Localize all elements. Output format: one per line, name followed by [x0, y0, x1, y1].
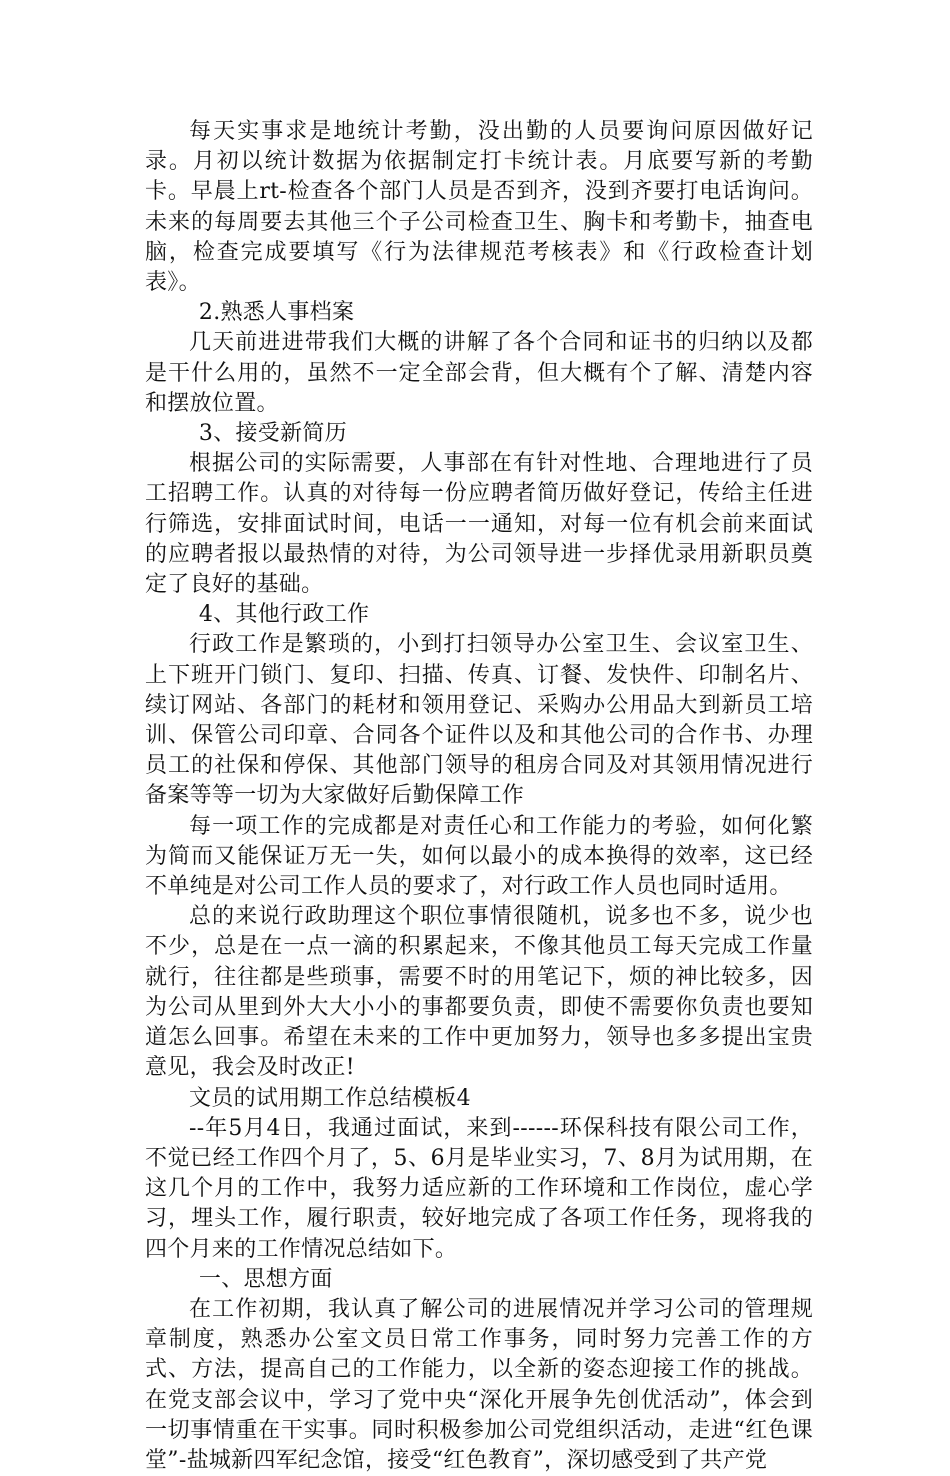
paragraph-intro: --年5月4日，我通过面试，来到------环保科技有限公司工作，不觉已经工作四个月了，5、6月是毕业实习，7、8月为试用期，在这几个月的工作中，我努力适应新的工作环境和工作岗位，虚心学习，埋头工作，履行职责，较好地完成了各项工作任务，现将我的四个月来的工作情况总结如下。 [145, 1115, 813, 1262]
paragraph-personnel-files: 几天前进进带我们大概的讲解了各个合同和证书的归纳以及都是干什么用的，虽然不一定全部会背，但大概有个了解、清楚内容和摆放位置。 [145, 330, 813, 416]
heading-other-admin-work: 4、其他行政工作 [198, 602, 370, 628]
section-title-template-4: 文员的试用期工作总结模板4 [189, 1085, 471, 1111]
heading-new-resumes: 3、接受新简历 [198, 421, 347, 447]
paragraph-summary: 总的来说行政助理这个职位事情很随机，说多也不多，说少也不少，总是在一点一滴的积累起来，不像其他员工每天完成工作量就行，往往都是些琐事，需要不时的用笔记下，烦的神比较多，因为公司从里到外大大小小的事都要负责，即使不需要你负责也要知道怎么回事。希望在未来的工作中更加努力，领导也多多提出宝贵意见，我会及时改正! [145, 904, 813, 1081]
paragraph-ideology: 在工作初期，我认真了解公司的进展情况并学习公司的管理规章制度，熟悉办公室文员日常工作事务，同时努力完善工作的方式、方法，提高自己的工作能力，以全新的姿态迎接工作的挑战。在党支部会议中，学习了党中央“深化开展争先创优活动”，体会到一切事情重在干实事。同时积极参加公司党组织活动，走进“红色课堂”-盐城新四军纪念馆，接受“红色教育”，深切感受到了共产党 [145, 1296, 813, 1473]
paragraph-attendance: 每天实事求是地统计考勤，没出勤的人员要询问原因做好记录。月初以统计数据为依据制定打卡统计表。月底要写新的考勤卡。早晨上rt-检查各个部门人员是否到齐，没到齐要打电话询问。未来的每周要去其他三个子公司检查卫生、胸卡和考勤卡，抽查电脑，检查完成要填写《行为法律规范考核表》和《行政检查计划表》。 [145, 119, 813, 296]
heading-ideology: 一、思想方面 [198, 1266, 333, 1292]
document-page [145, 117, 813, 1476]
paragraph-admin-work: 行政工作是繁琐的，小到打扫领导办公室卫生、会议室卫生、上下班开门锁门、复印、扫描、传真、订餐、发快件、印制名片、续订网站、各部门的耗材和领用登记、采购办公用品大到新员工培训、保管公司印章、合同各个证件以及和其他公司的合作书、办理员工的社保和停保、其他部门领导的租房合同及对其领用情况进行备案等等一切为大家做好后勤保障工作 [145, 632, 813, 809]
paragraph-new-resumes: 根据公司的实际需要，人事部在有针对性地、合理地进行了员工招聘工作。认真的对待每一份应聘者简历做好登记，传给主任进行筛选，安排面试时间，电话一一通知，对每一位有机会前来面试的应聘者报以最热情的对待，为公司领导进一步择优录用新职员奠定了良好的基础。 [145, 451, 813, 598]
heading-personnel-files: 2.熟悉人事档案 [198, 300, 355, 326]
paragraph-responsibility: 每一项工作的完成都是对责任心和工作能力的考验，如何化繁为简而又能保证万无一失，如何以最小的成本换得的效率，这已经不单纯是对公司工作人员的要求了，对行政工作人员也同时适用。 [145, 813, 813, 900]
